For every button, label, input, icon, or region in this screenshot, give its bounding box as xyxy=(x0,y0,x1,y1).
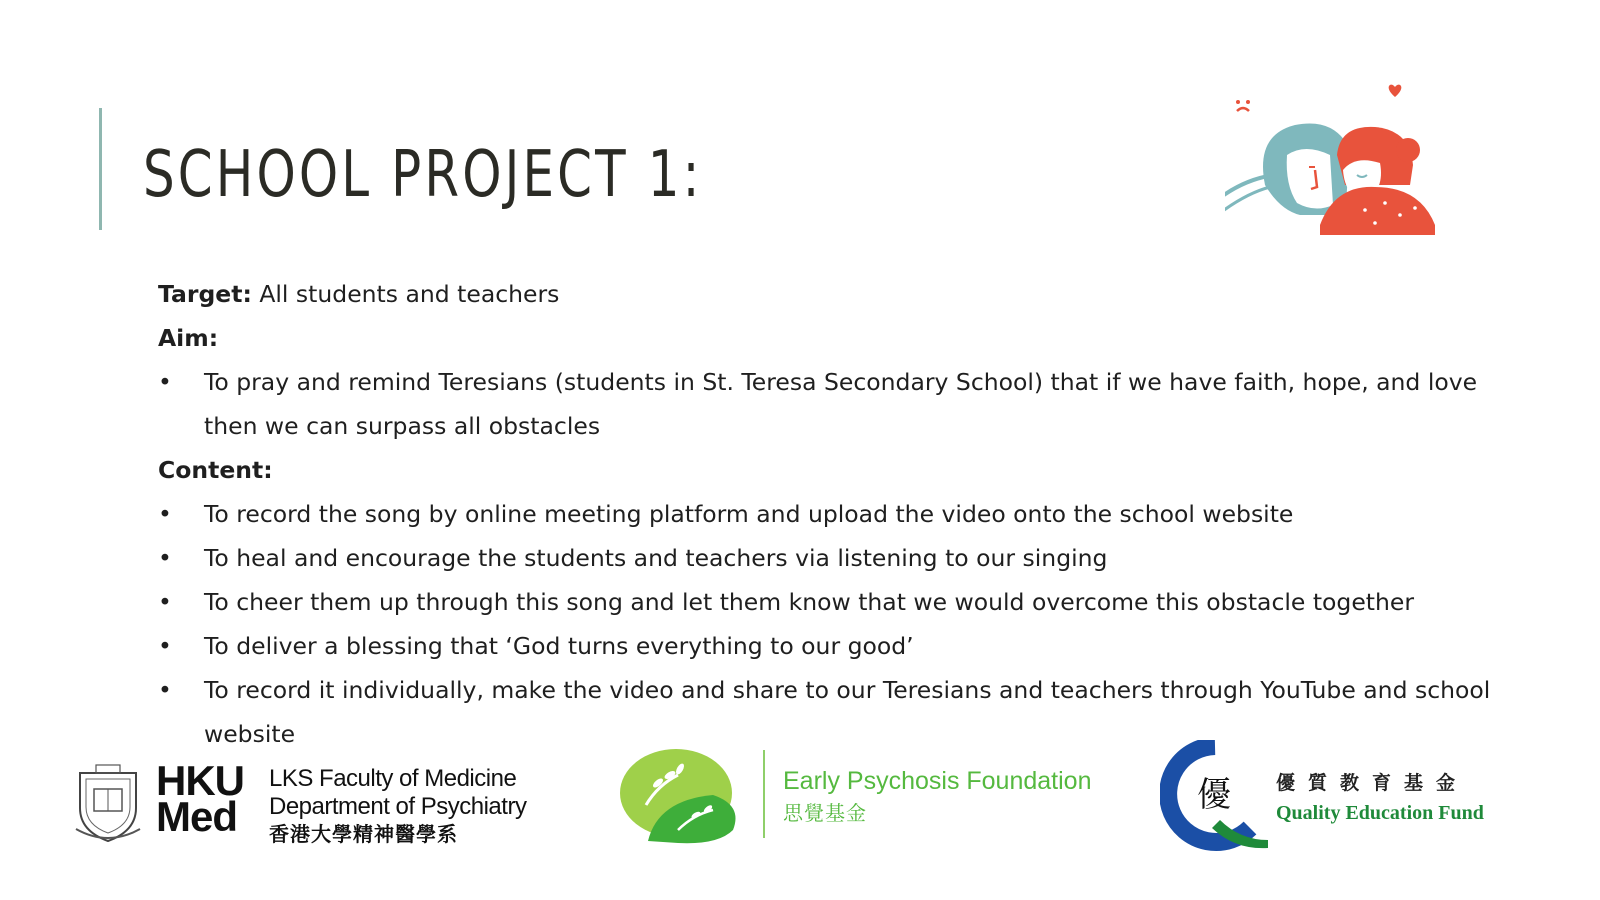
epf-divider xyxy=(763,750,765,838)
bullet-glyph: • xyxy=(158,676,172,704)
hku-chinese-line: 香港大學精神醫學系 xyxy=(269,824,458,846)
qef-chinese-name: 優質教育基金 xyxy=(1276,772,1469,794)
bullet-glyph: • xyxy=(158,588,172,616)
hku-wordmark-bottom: Med xyxy=(156,793,237,840)
content-bullet-text: To record the song by online meeting platform and upload the video onto the school website xyxy=(204,500,1294,528)
content-bullet-item xyxy=(158,668,1491,712)
bullet-glyph: • xyxy=(158,544,172,572)
qef-q-emblem-icon xyxy=(1160,740,1270,852)
qef-english-name: Quality Education Fund xyxy=(1276,802,1484,824)
bullet-glyph: • xyxy=(158,632,172,660)
svg-text:優: 優 xyxy=(1197,775,1231,815)
content-bullet-item xyxy=(158,536,1458,580)
content-bullet-text: To cheer them up through this song and let them know that we would overcome this obstacle together xyxy=(204,588,1415,616)
bullet-glyph: • xyxy=(158,500,172,528)
content-label: Content: xyxy=(158,456,273,484)
slide-title: SCHOOL PROJECT 1: xyxy=(143,138,703,212)
aim-bullet-text: To pray and remind Teresians (students in St. Teresa Secondary School) that if we have faith, hope, and love xyxy=(204,368,1478,396)
aim-label: Aim: xyxy=(158,324,219,352)
target-line xyxy=(158,272,1458,316)
quality-education-fund-logo xyxy=(1160,740,1495,855)
content-bullet-text: To heal and encourage the students and teachers via listening to our singing xyxy=(204,544,1108,572)
leaf-sprout-icon xyxy=(618,745,748,845)
content-bullet-text: To deliver a blessing that ‘God turns everything to our good’ xyxy=(204,632,914,660)
hku-med-wordmark xyxy=(156,757,244,840)
hugging-people-illustration xyxy=(1225,75,1485,255)
target-label: Target: xyxy=(158,280,252,308)
aim-bullet-item xyxy=(158,360,1478,404)
hku-crest-icon xyxy=(72,763,144,845)
title-accent-bar xyxy=(99,108,102,230)
content-bullet-item xyxy=(158,624,1458,668)
slide-body xyxy=(158,272,1491,756)
content-bullet-continuation: website xyxy=(204,720,296,748)
early-psychosis-foundation-logo xyxy=(618,745,1092,855)
hku-department-line: Department of Psychiatry xyxy=(269,793,527,820)
content-bullet-item xyxy=(158,580,1458,624)
target-text: All students and teachers xyxy=(259,280,560,308)
hku-med-logo xyxy=(72,757,562,853)
bullet-glyph: • xyxy=(158,368,172,396)
hku-faculty-line: LKS Faculty of Medicine xyxy=(269,765,517,792)
content-bullet-item xyxy=(158,492,1458,536)
epf-english-name: Early Psychosis Foundation xyxy=(783,767,1092,795)
aim-bullet-continuation: then we can surpass all obstacles xyxy=(204,412,601,440)
epf-chinese-name: 思覺基金 xyxy=(783,801,867,825)
hku-wordmark-top: HKU xyxy=(156,757,244,804)
content-bullet-text: To record it individually, make the video and share to our Teresians and teachers through YouTube and school xyxy=(204,676,1491,704)
hku-department-text xyxy=(269,765,526,849)
